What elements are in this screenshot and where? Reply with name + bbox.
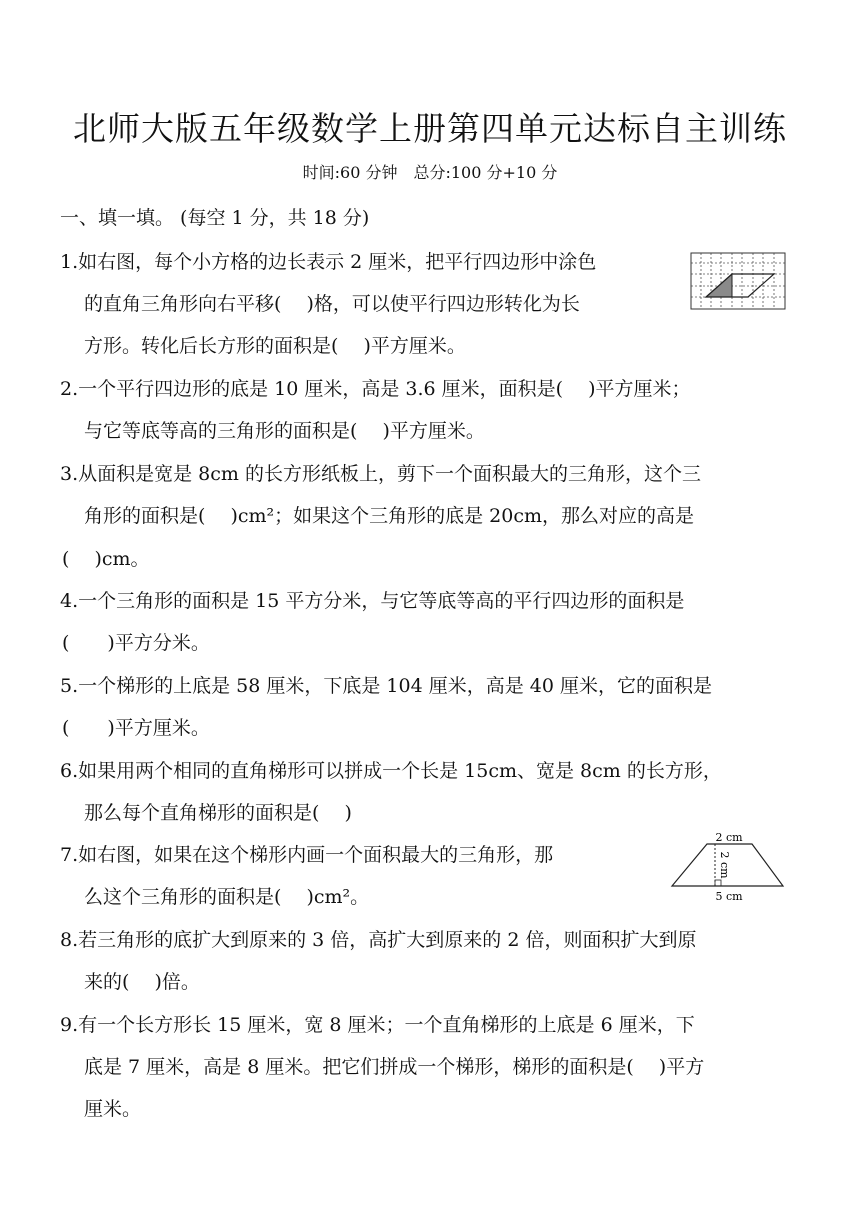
question-1-line-3: 方形。转化后长方形的面积是( )平方厘米。 xyxy=(84,335,466,357)
question-4-line-2: ( )平方分米。 xyxy=(62,632,210,654)
question-1-line-1: 1.如右图，每个小方格的边长表示 2 厘米，把平行四边形中涂色 xyxy=(60,251,597,273)
exam-info: 时间:60 分钟 总分:100 分+10 分 xyxy=(302,163,558,182)
question-1-line-2: 的直角三角形向右平移( )格，可以使平行四边形转化为长 xyxy=(84,293,580,315)
height-label: 2 cm xyxy=(718,851,731,879)
question-3-line-1: 3.从面积是宽是 8cm 的长方形纸板上，剪下一个面积最大的三角形，这个三 xyxy=(60,463,701,485)
top-base-label: 2 cm xyxy=(715,831,743,844)
question-7-line-1: 7.如右图，如果在这个梯形内画一个面积最大的三角形，那 xyxy=(60,844,554,866)
question-5-line-1: 5.一个梯形的上底是 58 厘米，下底是 104 厘米，高是 40 厘米，它的面积是 xyxy=(60,675,712,697)
page-title: 北师大版五年级数学上册第四单元达标自主训练 xyxy=(73,109,787,148)
right-angle-mark xyxy=(715,880,721,886)
parallelogram-grid-figure xyxy=(690,252,786,310)
question-7-line-2: 么这个三角形的面积是( )cm²。 xyxy=(84,886,370,908)
section-heading: 一、填一填。 (每空 1 分，共 18 分) xyxy=(60,207,370,229)
question-2-line-2: 与它等底等高的三角形的面积是( )平方厘米。 xyxy=(84,420,485,442)
question-4-line-1: 4.一个三角形的面积是 15 平方分米，与它等底等高的平行四边形的面积是 xyxy=(60,590,685,612)
question-8-line-1: 8.若三角形的底扩大到原来的 3 倍，高扩大到原来的 2 倍，则面积扩大到原 xyxy=(60,929,697,951)
question-6-line-1: 6.如果用两个相同的直角梯形可以拼成一个长是 15cm、宽是 8cm 的长方形， xyxy=(60,760,722,782)
question-6-line-2: 那么每个直角梯形的面积是( ) xyxy=(84,802,352,824)
question-9-line-3: 厘米。 xyxy=(84,1098,142,1120)
question-9-line-2: 底是 7 厘米，高是 8 厘米。把它们拼成一个梯形，梯形的面积是( )平方 xyxy=(84,1056,705,1078)
trapezoid-figure xyxy=(668,828,790,906)
question-2-line-1: 2.一个平行四边形的底是 10 厘米，高是 3.6 厘米，面积是( )平方厘米； xyxy=(60,378,691,400)
question-3-line-2: 角形的面积是( )cm²；如果这个三角形的底是 20cm，那么对应的高是 xyxy=(84,505,695,527)
bottom-base-label: 5 cm xyxy=(715,890,743,903)
question-9-line-1: 9.有一个长方形长 15 厘米，宽 8 厘米；一个直角梯形的上底是 6 厘米，下 xyxy=(60,1014,695,1036)
question-8-line-2: 来的( )倍。 xyxy=(84,971,200,993)
question-3-line-3: ( )cm。 xyxy=(62,548,150,570)
question-5-line-2: ( )平方厘米。 xyxy=(62,717,210,739)
